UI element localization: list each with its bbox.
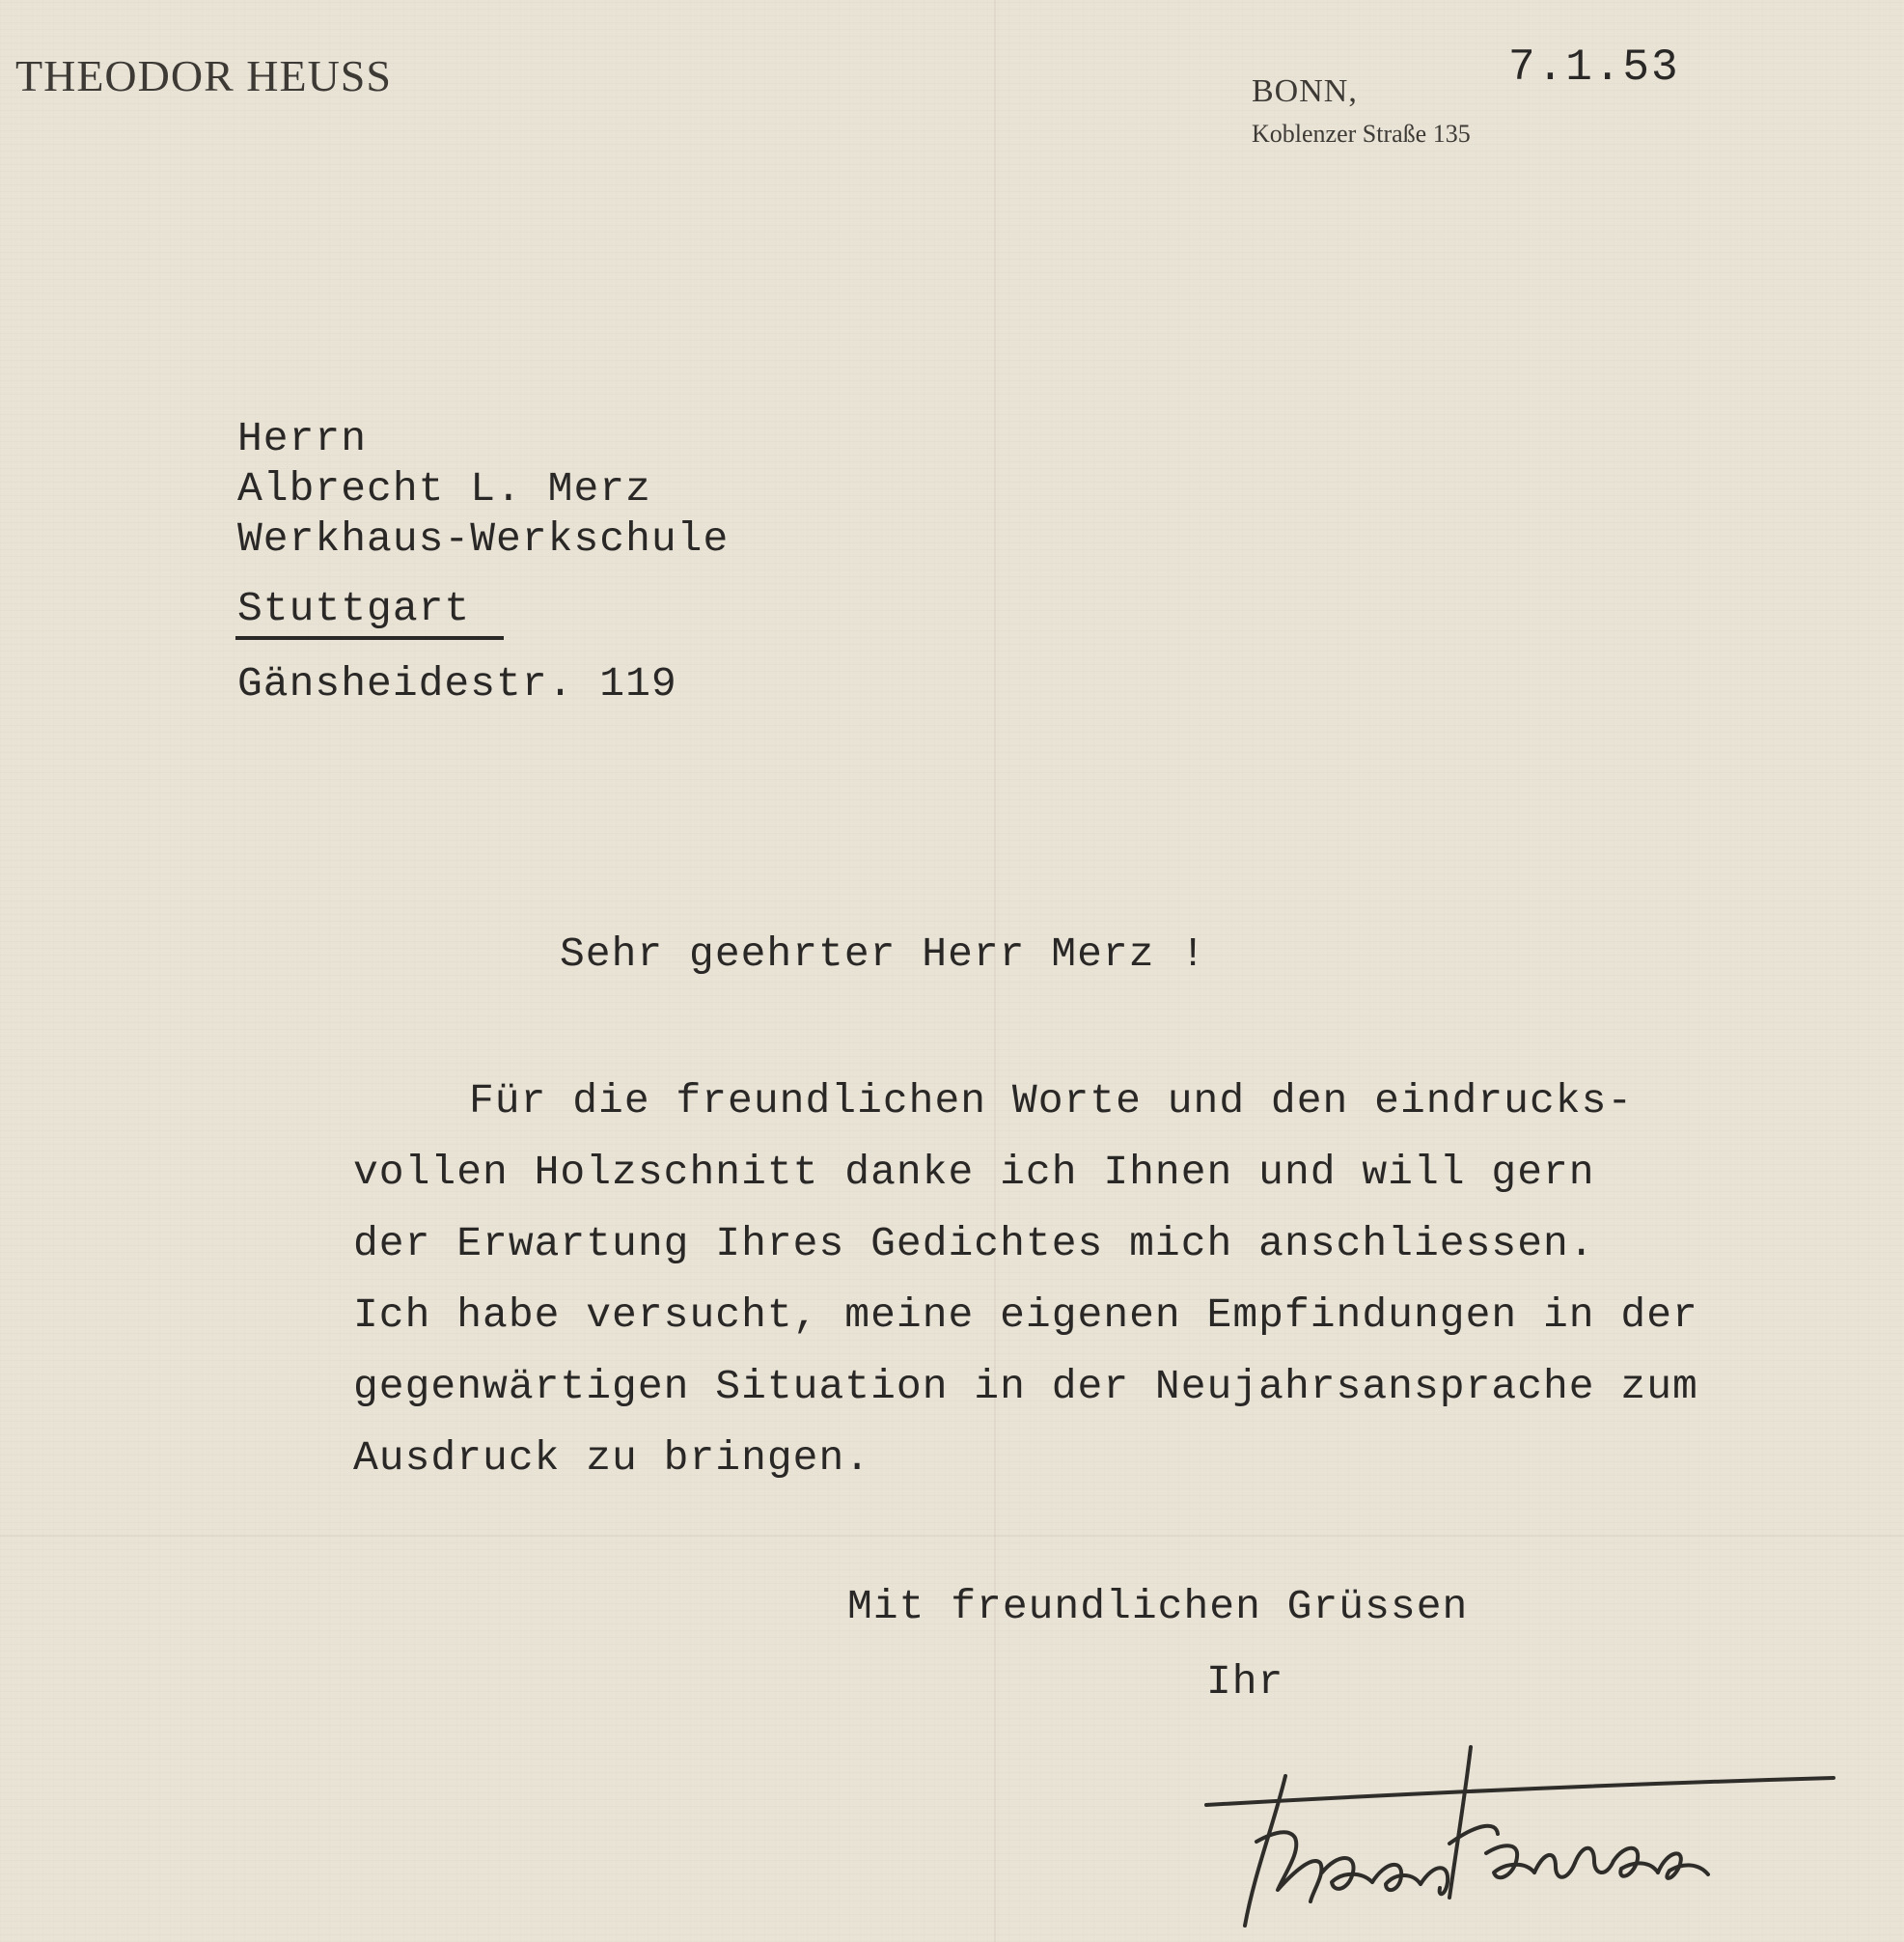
body-line: Ausdruck zu bringen. — [353, 1434, 871, 1482]
paper-fold-horizontal — [0, 1535, 1904, 1537]
recipient-line-3: Werkhaus-Werkschule — [237, 515, 730, 563]
handwritten-signature — [1197, 1728, 1853, 1942]
recipient-city-underline — [235, 636, 504, 640]
letterhead-city: BONN, — [1252, 73, 1358, 109]
body-line: Für die freundlichen Worte und den eindrucks- — [469, 1077, 1634, 1124]
body-line: der Erwartung Ihres Gedichtes mich anschliessen. — [353, 1220, 1595, 1267]
recipient-city: Stuttgart — [237, 585, 471, 632]
letterhead-name: THEODOR HEUSS — [15, 51, 392, 100]
recipient-line-2: Albrecht L. Merz — [237, 465, 651, 513]
closing-ihr: Ihr — [1206, 1658, 1284, 1706]
body-line: Ich habe versucht, meine eigenen Empfindungen in der — [353, 1291, 1698, 1339]
recipient-line-1: Herrn — [237, 415, 368, 462]
body-line: vollen Holzschnitt danke ich Ihnen und will gern — [353, 1149, 1595, 1196]
salutation: Sehr geehrter Herr Merz ! — [560, 930, 1207, 978]
letterhead-street: Koblenzer Straße 135 — [1252, 120, 1471, 148]
closing-line: Mit freundlichen Grüssen — [847, 1583, 1469, 1630]
recipient-street: Gänsheidestr. 119 — [237, 660, 677, 707]
letter-date: 7.1.53 — [1508, 42, 1680, 93]
body-line: gegenwärtigen Situation in der Neujahrsansprache zum — [353, 1363, 1698, 1410]
